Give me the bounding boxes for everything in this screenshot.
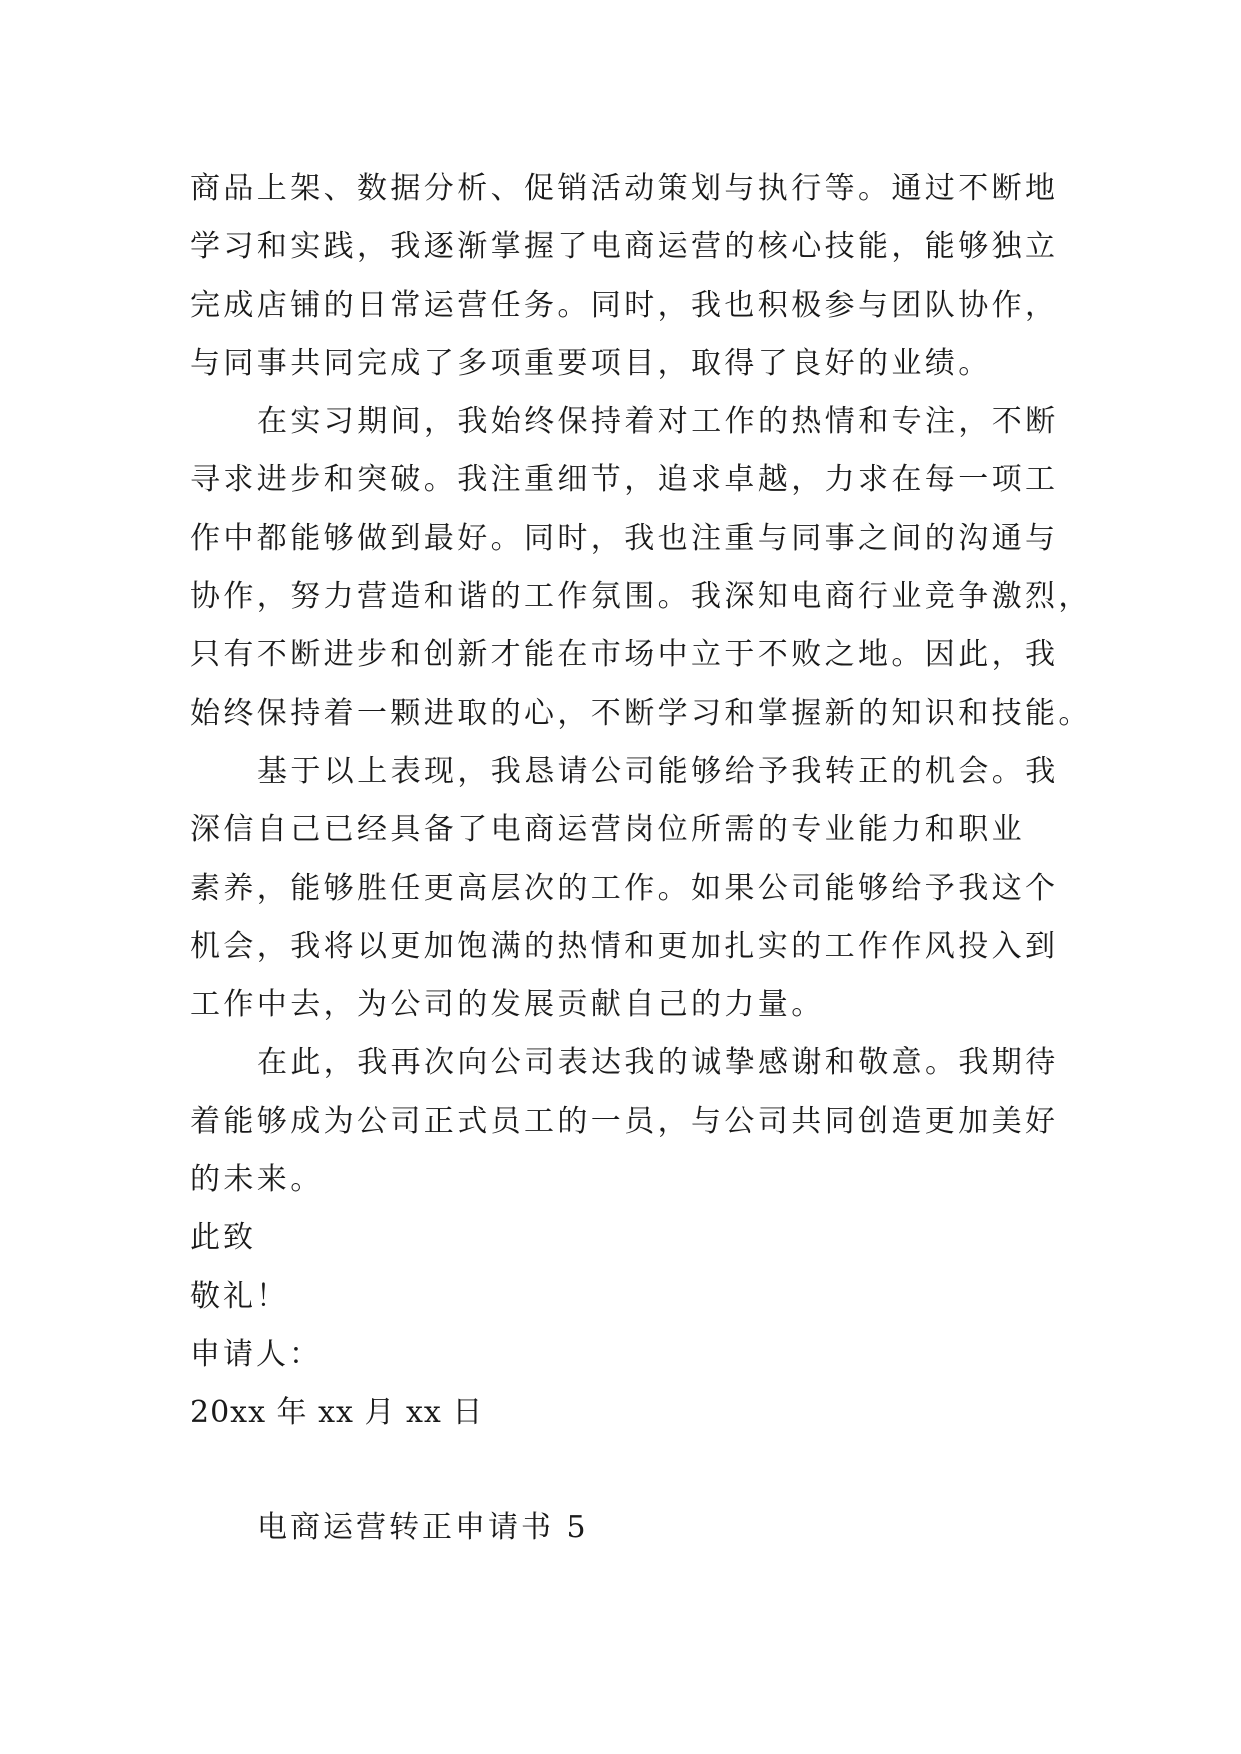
text-line: 深信自己已经具备了电商运营岗位所需的专业能力和职业	[190, 812, 1025, 848]
text-line: 作中都能够做到最好。同时，我也注重与同事之间的沟通与	[190, 520, 1059, 556]
text-line: 工作中去，为公司的发展贡献自己的力量。	[190, 987, 825, 1023]
paragraph-start-line: 基于以上表现，我恳请公司能够给予我转正的机会。我	[257, 753, 1059, 789]
applicant-label: 申请人：	[190, 1336, 322, 1372]
text-line: 寻求进步和突破。我注重细节，追求卓越，力求在每一项工	[190, 462, 1059, 498]
date-line: 20xx 年 xx 月 xx 日	[190, 1395, 484, 1431]
letter-body	[190, 160, 1092, 1443]
text-line: 完成店铺的日常运营任务。同时，我也积极参与团队协作，	[190, 287, 1059, 323]
text-line: 只有不断进步和创新才能在市场中立于不败之地。因此，我	[190, 637, 1059, 673]
text-line: 始终保持着一颗进取的心，不断学习和掌握新的知识和技能。	[190, 695, 1092, 731]
text-line: 的未来。	[190, 1162, 324, 1198]
closing-salutation: 此致	[190, 1220, 256, 1256]
text-line: 商品上架、数据分析、促销活动策划与执行等。通过不断地	[190, 171, 1059, 206]
paragraph-start-line: 在实习期间，我始终保持着对工作的热情和专注，不断	[257, 404, 1059, 440]
text-line: 机会，我将以更加饱满的热情和更加扎实的工作作风投入到	[190, 928, 1059, 964]
paragraph-start-line: 在此，我再次向公司表达我的诚挚感谢和敬意。我期待	[257, 1045, 1059, 1081]
text-line: 与同事共同完成了多项重要项目，取得了良好的业绩。	[190, 345, 992, 381]
text-line: 着能够成为公司正式员工的一员，与公司共同创造更加美好	[190, 1103, 1059, 1139]
closing-regards: 敬礼！	[190, 1278, 289, 1314]
text-line: 协作，努力营造和谐的工作氛围。我深知电商行业竞争激烈，	[190, 579, 1092, 615]
text-line: 素养，能够胜任更高层次的工作。如果公司能够给予我这个	[190, 870, 1059, 906]
text-line: 学习和实践，我逐渐掌握了电商运营的核心技能，能够独立	[190, 229, 1059, 265]
next-section-title: 电商运营转正申请书 5	[257, 1510, 589, 1545]
